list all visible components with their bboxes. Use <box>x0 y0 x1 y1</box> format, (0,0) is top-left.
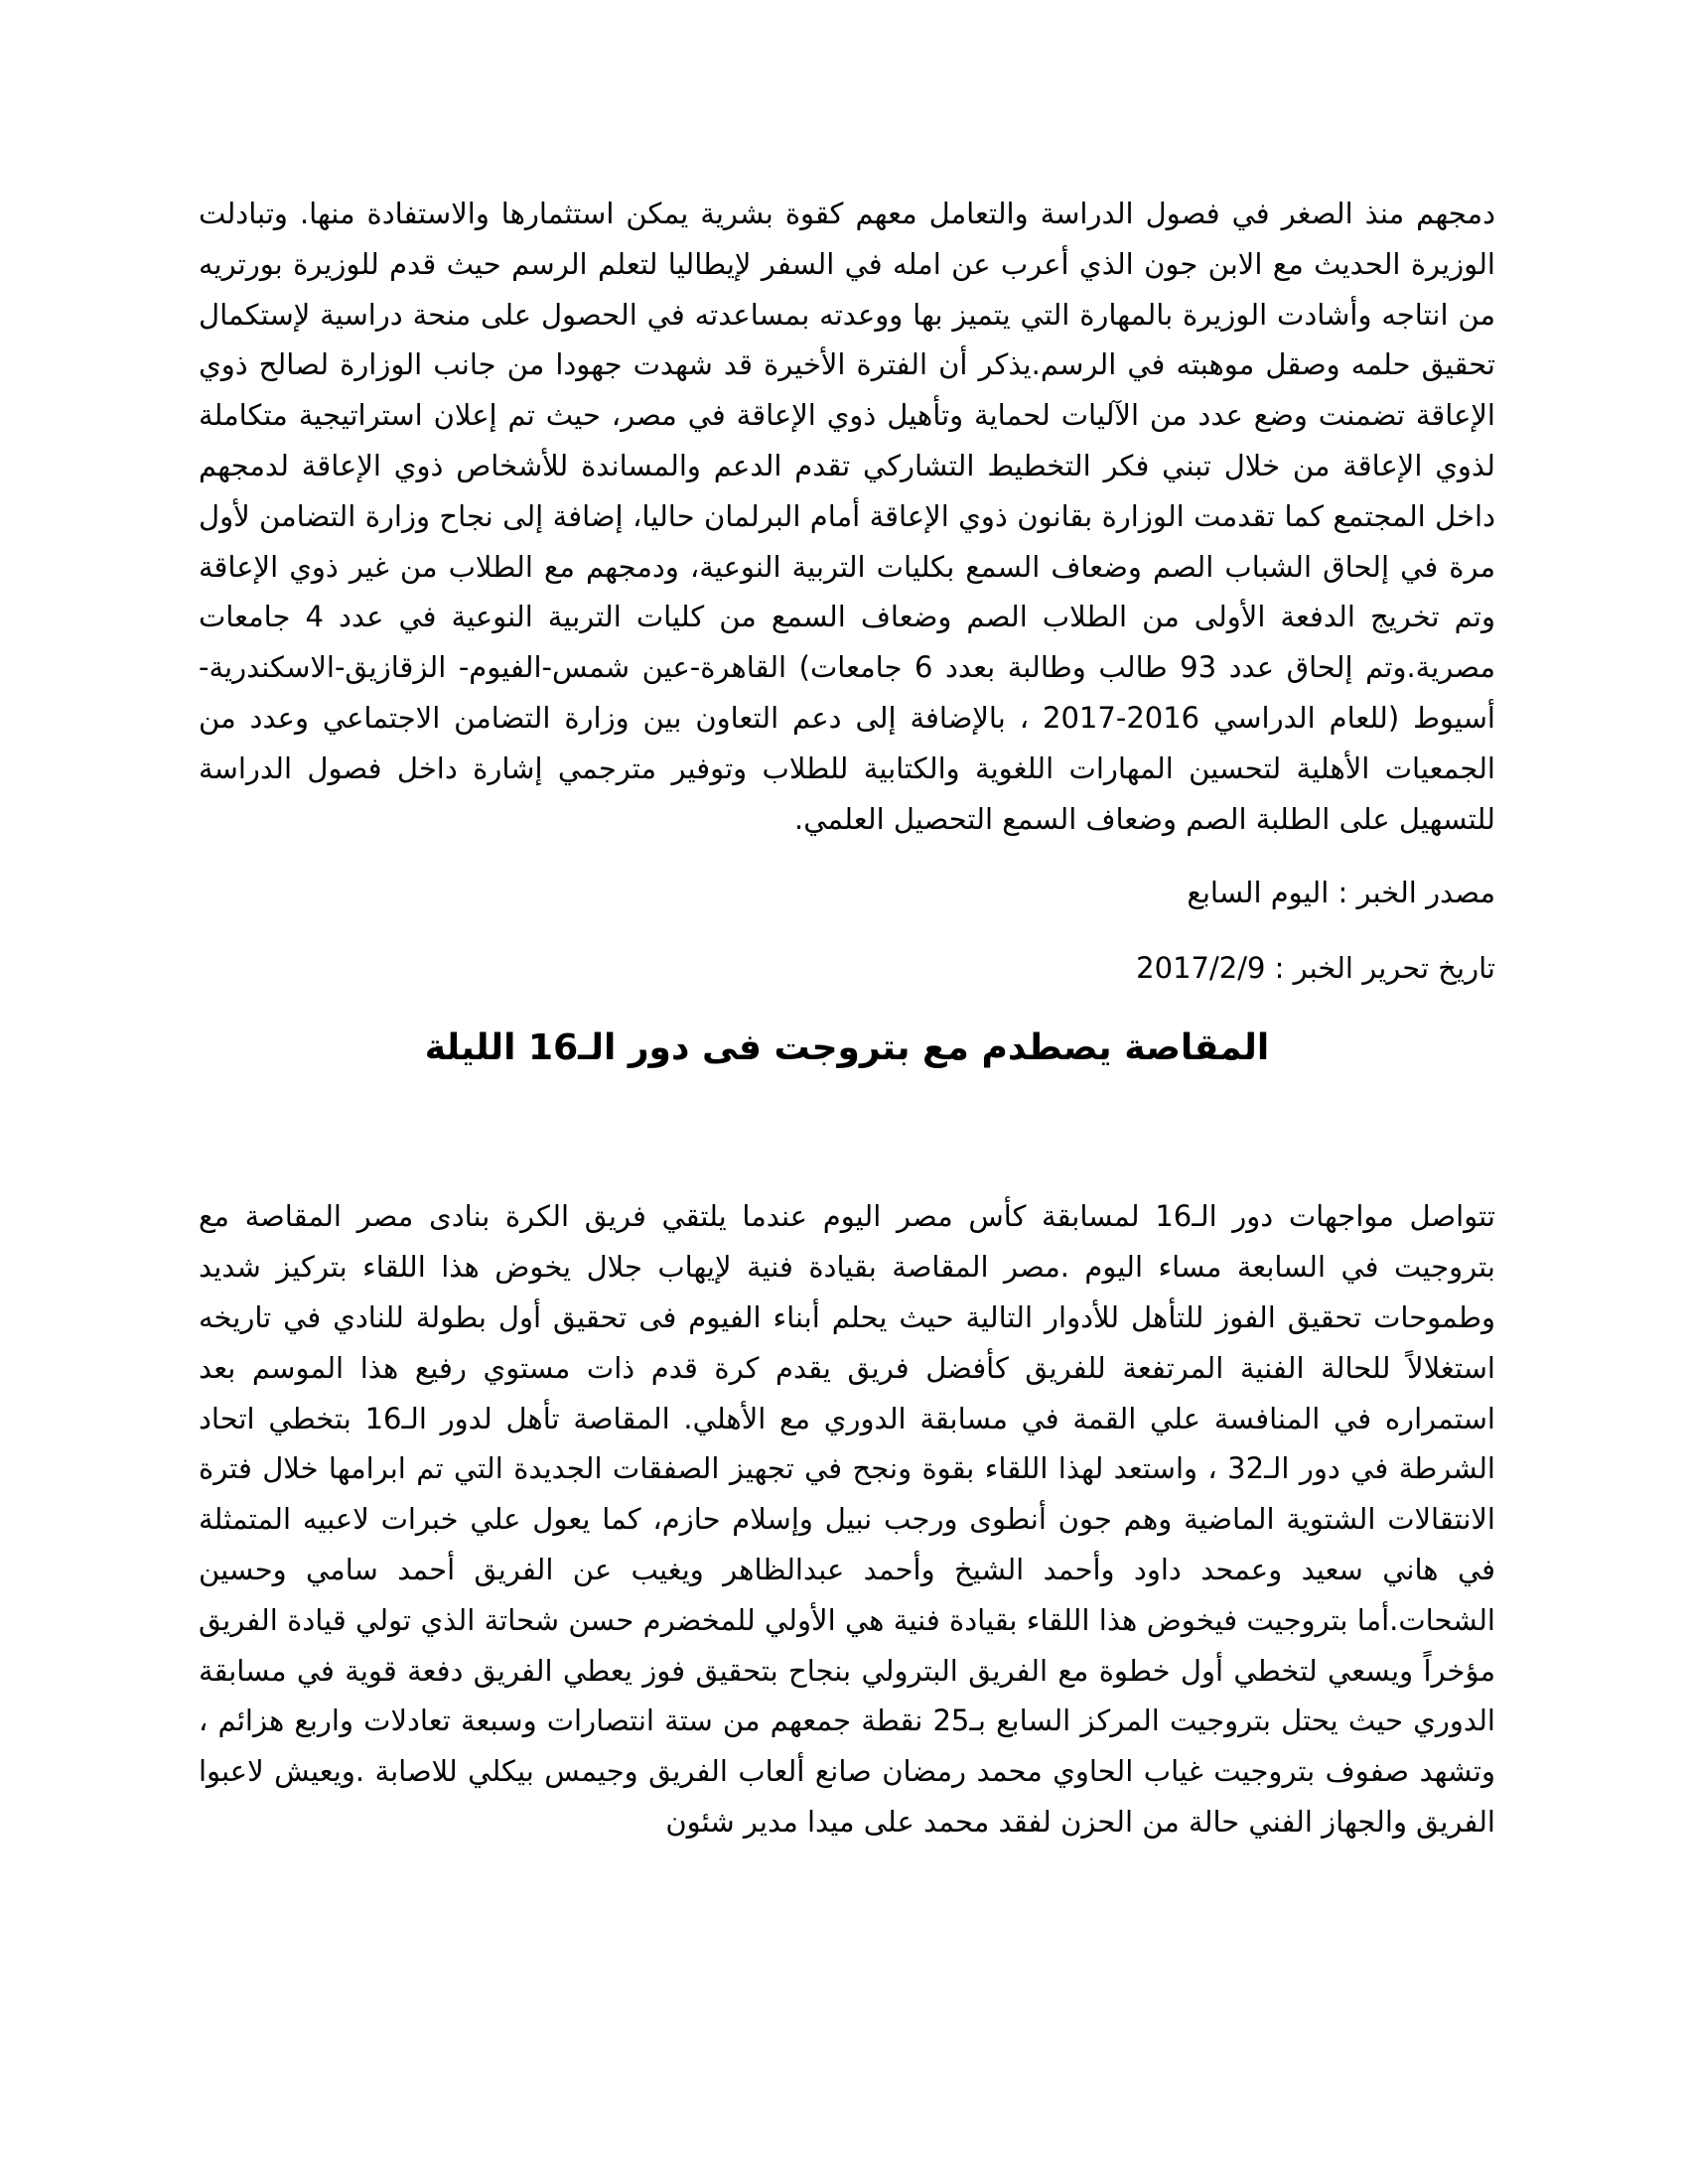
body-paragraph-1: دمجهم منذ الصغر في فصول الدراسة والتعامل معهم كقوة بشرية يمكن استثمارها والاستفادة منها. وتبادلت الوزيرة الحديث مع الابن جون الذي أعرب عن امله في السفر لإيطاليا لتعلم الرسم حيث قدم للوزيرة بورتريه من انتاجه وأشادت الوزيرة بالمهارة التي يتميز بها ووعدته بمساعدته في الحصول على منحة دراسية لإستكمال تحقيق حلمه وصقل موهبته في الرسم.يذكر أن الفترة الأخيرة قد شهدت جهودا من جانب الوزارة لصالح ذوي الإعاقة تضمنت وضع عدد من الآليات لحماية وتأهيل ذوي الإعاقة في مصر، حيث تم إعلان استراتيجية متكاملة لذوي الإعاقة من خلال تبني فكر التخطيط التشاركي تقدم الدعم والمساندة للأشخاص ذوي الإعاقة لدمجهم داخل المجتمع كما تقدمت الوزارة بقانون ذوي الإعاقة أمام البرلمان حاليا، إضافة إلى نجاح وزارة التضامن لأول مرة في إلحاق الشباب الصم وضعاف السمع بكليات التربية النوعية، ودمجهم مع الطلاب من غير ذوي الإعاقة وتم تخريج الدفعة الأولى من الطلاب الصم وضعاف السمع من كليات التربية النوعية في عدد 4 جامعات مصرية.وتم إلحاق عدد 93 طالب وطالبة بعدد 6 جامعات) القاهرة-عين شمس-الفيوم- الزقازيق-الاسكندرية-أسيوط (للعام الدراسي 2016-2017 ، بالإضافة إلى دعم التعاون بين وزارة التضامن الاجتماعي وعدد من الجمعيات الأهلية لتحسين المهارات اللغوية والكتابية للطلاب وتوفير مترجمي إشارة داخل فصول الدراسة للتسهيل على الطلبة الصم وضعاف السمع التحصيل العلمي. <box>199 197 1495 836</box>
document-page <box>199 189 1495 1847</box>
news-date-line: تاريخ تحرير الخبر : 2017/2/9 <box>1136 951 1495 986</box>
body-paragraph-2: تتواصل مواجهات دور الـ16 لمسابقة كأس مصر اليوم عندما يلتقي فريق الكرة بنادى مصر المقاصة مع بتروجيت في السابعة مساء اليوم .مصر المقاصة بقيادة فنية لإيهاب جلال يخوض هذا اللقاء بتركيز شديد وطموحات تحقيق الفوز للتأهل للأدوار التالية حيث يحلم أبناء الفيوم فى تحقيق أول بطولة للنادي في تاريخه استغلالاً للحالة الفنية المرتفعة للفريق كأفضل فريق يقدم كرة قدم ذات مستوي رفيع هذا الموسم بعد استمراره في المنافسة علي القمة في مسابقة الدوري مع الأهلي. المقاصة تأهل لدور الـ16 بتخطي اتحاد الشرطة في دور الـ32 ، واستعد لهذا اللقاء بقوة ونجح في تجهيز الصفقات الجديدة التي تم ابرامها خلال فترة الانتقالات الشتوية الماضية وهم جون أنطوى ورجب نبيل وإسلام حازم، كما يعول علي خبرات لاعبيه المتمثلة في هاني سعيد وعمحد داود وأحمد الشيخ وأحمد عبدالظاهر ويغيب عن الفريق أحمد سامي وحسين الشحات.أما بتروجيت فيخوض هذا اللقاء بقيادة فنية هي الأولي للمخضرم حسن شحاتة الذي تولي قيادة الفريق مؤخراً ويسعي لتخطي أول خطوة مع الفريق البترولي بنجاح بتحقيق فوز يعطي الفريق دفعة قوية في مسابقة الدوري حيث يحتل بتروجيت المركز السابع بـ25 نقطة جمعهم من ستة انتصارات وسبعة تعادلات واربع هزائم ، وتشهد صفوف بتروجيت غياب الحاوي محمد رمضان صانع ألعاب الفريق وجيمس بيكلي للاصابة .ويعيش لاعبوا الفريق والجهاز الفني حالة من الحزن لفقد محمد على ميدا مدير شئون <box>199 1199 1496 1839</box>
news-source-line: مصدر الخبر : اليوم السابع <box>1187 876 1495 910</box>
article-headline: المقاصة يصطدم مع بتروجت فى دور الـ16 الليلة <box>424 1027 1270 1069</box>
